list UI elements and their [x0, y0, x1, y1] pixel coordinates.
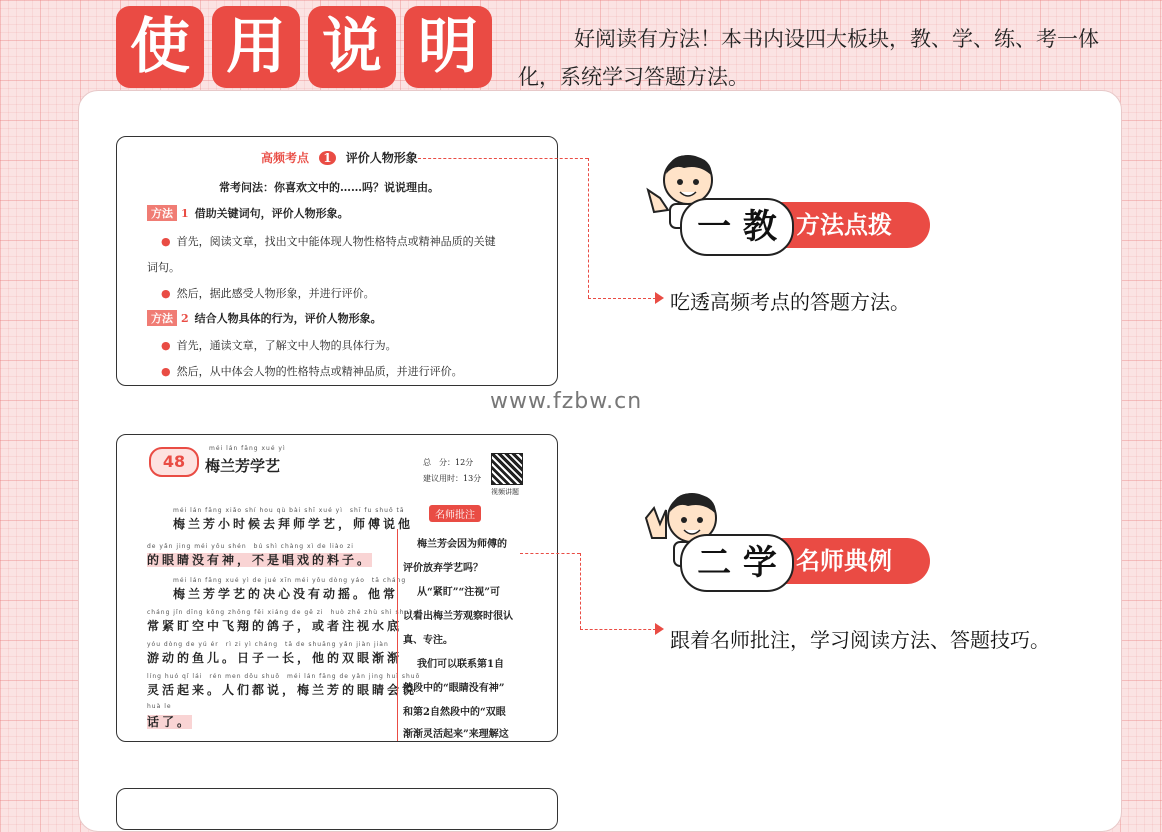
method-title: 借助关键词句，评价人物形象。	[194, 207, 349, 220]
lesson-line: 灵活起来。人们都说，梅兰芳的眼睛会说	[147, 683, 418, 697]
note-line: 和第2自然段中的“双眼	[403, 707, 506, 718]
qr-code-icon[interactable]	[491, 453, 523, 485]
connector-line	[588, 158, 589, 298]
pinyin-line: líng huó qǐ lái rén men dōu shuō méi lán fāng de yǎn jing huì shuō	[147, 673, 421, 680]
note-line: 然段中的“眼睛没有神”	[403, 683, 505, 694]
step-text: 然后，据此感受人物形象，并进行评价。	[176, 287, 375, 300]
connector-line	[580, 629, 656, 630]
bullet-icon: ●	[161, 339, 171, 352]
method-number: 1	[181, 207, 189, 220]
method-tag: 方法	[147, 205, 177, 221]
note-line: 从“紧盯”“注视”可	[417, 587, 501, 598]
intro-text: 好阅读有方法！本书内设四大板块，教、学、练、考一体化，系统学习答题方法。	[518, 27, 1099, 89]
step-text: 词句。	[147, 261, 180, 274]
hot-topic-tag: 高频考点	[261, 151, 310, 165]
method-number: 2	[181, 312, 189, 325]
badge-label: 方法点拨	[758, 202, 930, 248]
connector-line	[520, 553, 580, 554]
lesson-line: 梅兰芳小时候去拜师学艺，师傅说他	[173, 517, 414, 531]
step-text: 首先，阅读文章，找出文中能体现人物性格特点或精神品质的关键	[176, 235, 496, 248]
pinyin-line: cháng jǐn dīng kōng zhōng fēi xiáng de gē zi huò zhě zhù shì shuǐ dǐ	[147, 609, 423, 616]
note-line: 真、专注。	[403, 635, 453, 646]
badge-label: 名师典例	[758, 538, 930, 584]
method-tag: 方法	[147, 310, 177, 326]
arrow-icon	[655, 292, 664, 304]
pinyin-line: méi lán fāng xué yì de jué xīn méi yǒu dòng yáo tā cháng	[173, 577, 407, 584]
note-line: 渐渐灵活起来”来理解这	[403, 729, 509, 740]
arrow-icon	[655, 623, 664, 635]
score-label: 总 分：12分	[423, 458, 474, 467]
title-char-3: 说	[308, 6, 396, 88]
lesson-line: 游动的鱼儿。日子一长，他的双眼渐渐	[147, 651, 403, 665]
lesson-line: 话了。	[147, 715, 193, 729]
lesson-number-badge: 48	[149, 447, 199, 477]
lesson-card	[116, 434, 558, 742]
section-description: 吃透高频考点的答题方法。	[670, 290, 910, 314]
lesson-line: 梅兰芳学艺的决心没有动摇。他常	[173, 587, 399, 601]
lesson-line: 常紧盯空中飞翔的鸽子，或者注视水底	[147, 619, 403, 633]
connector-line	[418, 158, 588, 159]
pinyin-line: huà le	[147, 703, 172, 710]
badge-number: 二 学	[680, 534, 794, 592]
badge-number: 一 教	[680, 198, 794, 256]
method-title: 结合人物具体的行为，评价人物形象。	[194, 312, 382, 325]
section-badge-learn	[640, 538, 940, 584]
lesson-title: 梅兰芳学艺	[205, 457, 281, 475]
bullet-icon: ●	[161, 235, 171, 248]
title-char-4: 明	[404, 6, 492, 88]
next-card-partial	[116, 788, 558, 830]
connector-line	[580, 553, 581, 629]
pinyin-line: de yǎn jing méi yǒu shén bú shì chàng xì de liào zi	[147, 543, 354, 550]
common-question: 常考问法：你喜欢文中的……吗？说说理由。	[219, 181, 439, 194]
pinyin-line: yóu dòng de yú ér rì zi yì cháng tā de shuāng yǎn jiàn jiàn	[147, 641, 389, 648]
section-badge-teach	[640, 202, 940, 248]
connector-line	[588, 298, 656, 299]
watermark-text: www.fzbw.cn	[490, 389, 643, 414]
step-text: 首先，通读文章，了解文中人物的具体行为。	[176, 339, 397, 352]
qr-label: 视频讲题	[491, 488, 519, 496]
bullet-icon: ●	[161, 287, 171, 300]
note-divider	[397, 529, 398, 741]
note-line: 我们可以联系第1自	[417, 659, 504, 670]
teacher-note-tag: 名师批注	[429, 505, 481, 522]
section-description: 跟着名师批注，学习阅读方法、答题技巧。	[670, 628, 1050, 652]
title-char-1: 使	[116, 6, 204, 88]
note-line: 评价放弃学艺吗？	[403, 563, 483, 574]
bullet-icon: ●	[161, 365, 171, 378]
method-card	[116, 136, 558, 386]
hot-topic-title: 评价人物形象	[345, 151, 418, 165]
step-text: 然后，从中体会人物的性格特点或精神品质，并进行评价。	[176, 365, 463, 378]
note-line: 梅兰芳会因为师傅的	[417, 539, 507, 550]
title-char-2: 用	[212, 6, 300, 88]
title-pinyin: méi lán fāng xué yì	[209, 445, 286, 452]
pinyin-line: méi lán fāng xiǎo shí hou qù bài shī xué yì shī fu shuō tā	[173, 507, 405, 514]
lesson-line: 的眼睛没有神，不是唱戏的料子。	[147, 553, 373, 567]
time-label: 建议用时：13分	[423, 474, 482, 483]
note-line: 以看出梅兰芳观察时很认	[403, 611, 513, 622]
hot-topic-number: 1	[319, 151, 335, 165]
